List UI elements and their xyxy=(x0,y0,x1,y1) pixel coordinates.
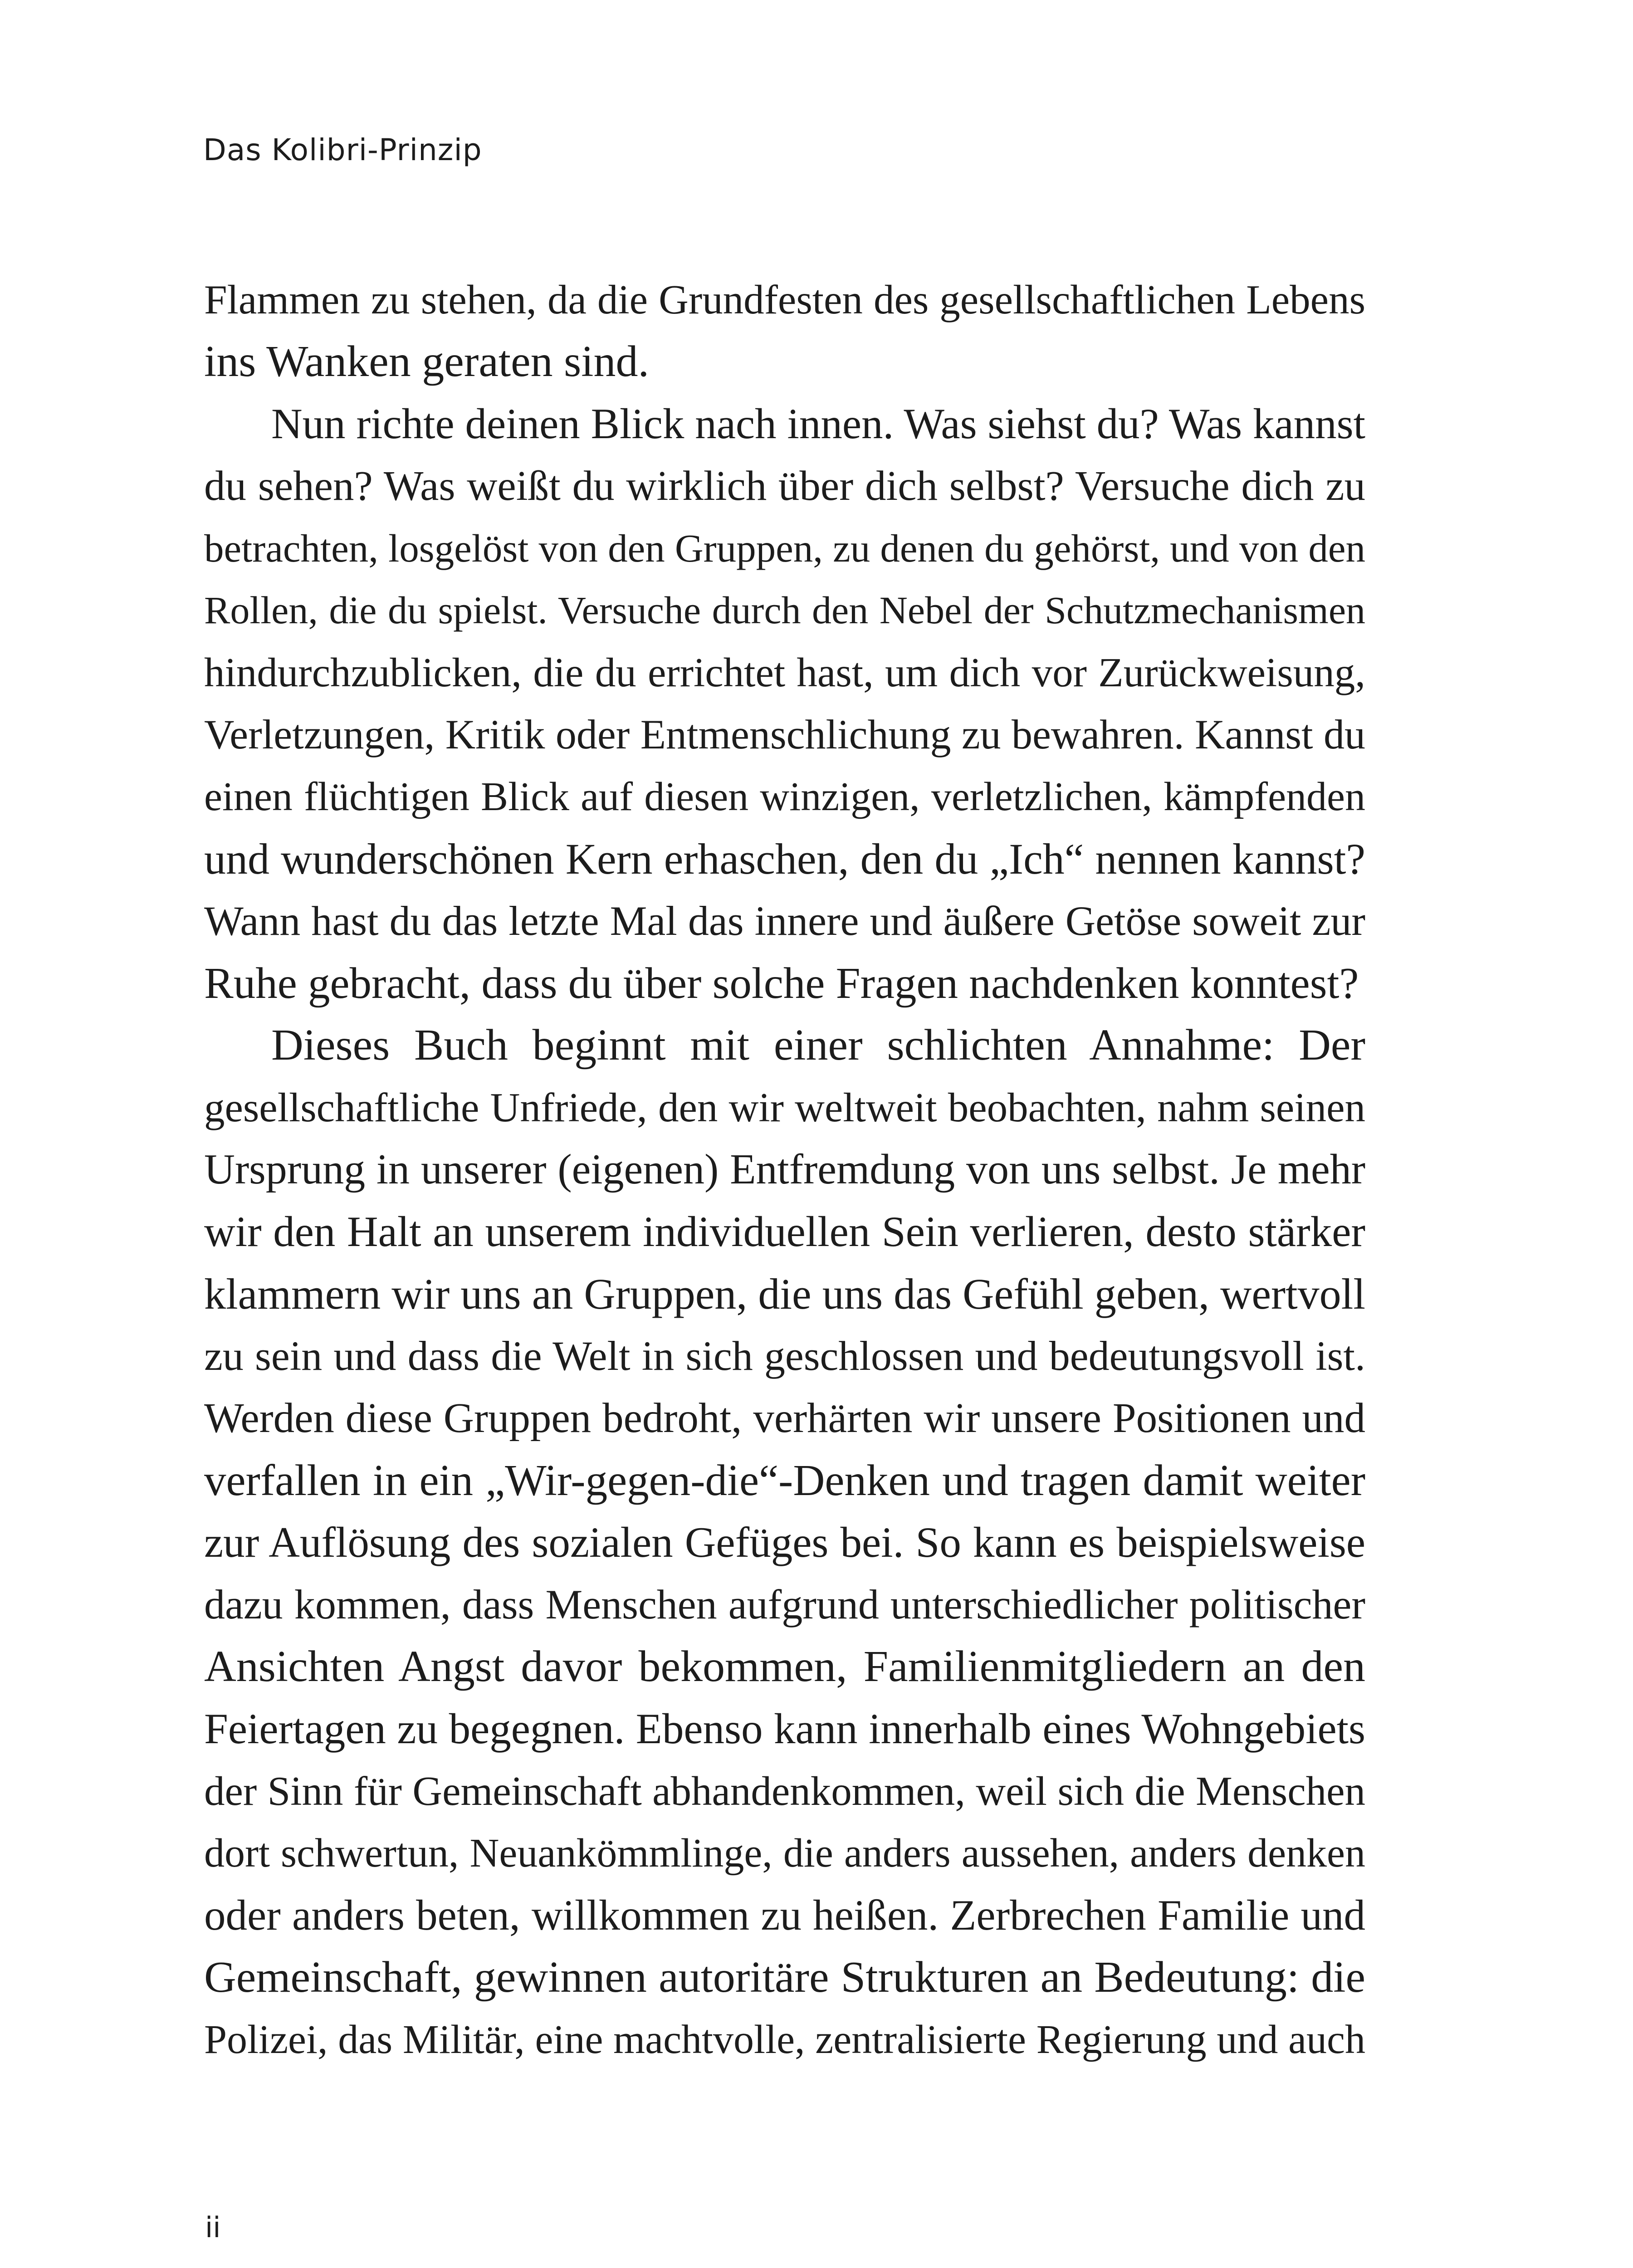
text-line: hindurchzublicken, die du errichtet hast, um dich vor Zurückweisung, xyxy=(204,650,1365,695)
body-text xyxy=(204,269,1365,2071)
text-line: gesellschaftliche Unfriede, den wir weltweit beobachten, nahm seinen xyxy=(204,1085,1365,1130)
text-line: Ruhe gebracht, dass du über solche Fragen nachdenken konntest? xyxy=(204,959,1359,1007)
text-line: Werden diese Gruppen bedroht, verhärten wir unsere Positionen und xyxy=(204,1395,1365,1442)
text-line: der Sinn für Gemeinschaft abhandenkommen, weil sich die Menschen xyxy=(204,1768,1365,1814)
text-line: zur Auflösung des sozialen Gefüges bei. So kann es beispielsweise xyxy=(204,1518,1365,1566)
text-line: Verletzungen, Kritik oder Entmenschlichung zu bewahren. Kannst du xyxy=(204,711,1365,758)
text-line: Flammen zu stehen, da die Grundfesten des gesellschaftlichen Lebens xyxy=(204,277,1365,323)
text-line: ins Wanken geraten sind. xyxy=(204,337,649,386)
text-line: und wunderschönen Kern erhaschen, den du „Ich“ nennen kannst? xyxy=(204,835,1365,883)
text-line: einen flüchtigen Blick auf diesen winzigen, verletzlichen, kämpfenden xyxy=(204,774,1365,819)
text-line: Dieses Buch beginnt mit einer schlichten Annahme: Der xyxy=(271,1021,1365,1070)
text-line: verfallen in ein „Wir-gegen-die“-Denken und tragen damit weiter xyxy=(204,1456,1365,1505)
text-line: du sehen? Was weißt du wirklich über dich selbst? Versuche dich zu xyxy=(204,463,1365,509)
text-line: dort schwertun, Neuankömmlinge, die anders aussehen, anders denken xyxy=(204,1831,1365,1876)
text-line: wir den Halt an unserem individuellen Sein verlieren, desto stärker xyxy=(204,1207,1365,1256)
text-line: Wann hast du das letzte Mal das innere und äußere Getöse soweit zur xyxy=(204,898,1365,944)
text-line: Nun richte deinen Blick nach innen. Was siehst du? Was kannst xyxy=(271,400,1365,448)
text-line: betrachten, losgelöst von den Gruppen, zu denen du gehörst, und von den xyxy=(204,526,1365,570)
text-line: Ursprung in unserer (eigenen) Entfremdung von uns selbst. Je mehr xyxy=(204,1146,1365,1193)
text-line: Gemeinschaft, gewinnen autoritäre Strukturen an Bedeutung: die xyxy=(204,1953,1365,2002)
text-line: Feiertagen zu begegnen. Ebenso kann innerhalb eines Wohngebiets xyxy=(204,1705,1365,1753)
page-number: ii xyxy=(205,2211,221,2244)
text-line: dazu kommen, dass Menschen aufgrund unterschiedlicher politischer xyxy=(204,1581,1365,1628)
text-line: oder anders beten, willkommen zu heißen. Zerbrechen Familie und xyxy=(204,1891,1365,1939)
text-line: Polizei, das Militär, eine machtvolle, zentralisierte Regierung und auch xyxy=(204,2017,1365,2062)
running-head: Das Kolibri-Prinzip xyxy=(203,132,482,167)
text-line: zu sein und dass die Welt in sich geschlossen und bedeutungsvoll ist. xyxy=(204,1333,1365,1379)
text-line: Rollen, die du spielst. Versuche durch den Nebel der Schutzmechanismen xyxy=(204,588,1365,632)
text-line: Ansichten Angst davor bekommen, Familienmitgliedern an den xyxy=(204,1642,1365,1691)
text-line: klammern wir uns an Gruppen, die uns das Gefühl geben, wertvoll xyxy=(204,1270,1365,1318)
